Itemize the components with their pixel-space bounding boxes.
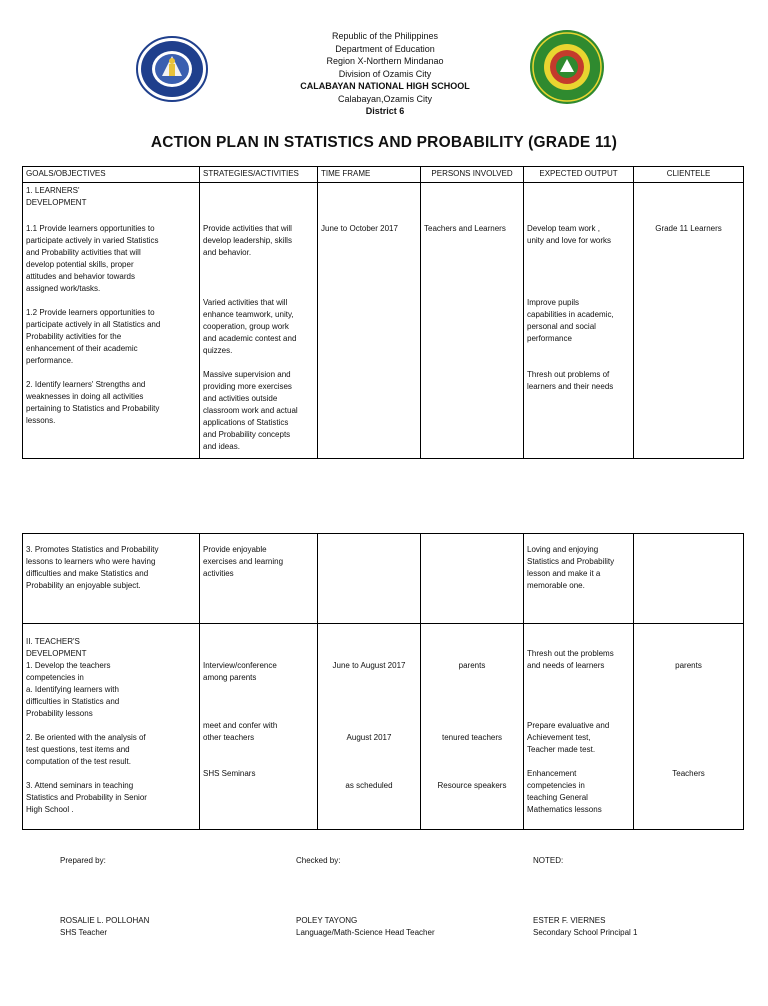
- strategies-cell: [200, 624, 318, 830]
- persons-1: Teachers and Learners: [424, 224, 506, 233]
- checked-by-name: POLEY TAYONG: [296, 916, 358, 925]
- document-title: ACTION PLAN IN STATISTICS AND PROBABILITY (GRADE 11): [150, 134, 618, 151]
- output-cell: [524, 183, 634, 459]
- teacher-persons-3: Resource speakers: [437, 781, 507, 790]
- clientele-cell: [634, 624, 744, 830]
- school-name: CALABAYAN NATIONAL HIGH SCHOOL: [300, 81, 470, 91]
- goal-1-2: 1.2 Provide learners opportunities to participate actively in all Statistics and Probability activities for the enhancement of their academic performance.: [26, 308, 161, 365]
- col-header-goals: GOALS/OBJECTIVES: [23, 167, 200, 183]
- table-header-row: [23, 167, 744, 183]
- table-row: [23, 183, 744, 459]
- section-teachers-development: II. TEACHER'S DEVELOPMENT: [26, 637, 87, 658]
- checked-by-label: Checked by:: [296, 856, 341, 865]
- time-frame-1: June to October 2017: [321, 224, 398, 233]
- prepared-by-name: ROSALIE L. POLLOHAN: [60, 916, 150, 925]
- persons-cell: [421, 183, 524, 459]
- teacher-strategy-1: Interview/conference among parents: [203, 661, 277, 682]
- noted-by-name: ESTER F. VIERNES: [533, 916, 606, 925]
- teacher-strategy-3: SHS Seminars: [203, 769, 256, 778]
- output-1-2: Improve pupils capabilities in academic, personal and social performance: [527, 298, 614, 343]
- deped-seal-logo: [136, 36, 208, 102]
- goal-cell: [23, 534, 200, 624]
- persons-cell: [421, 624, 524, 830]
- prepared-by-title: SHS Teacher: [60, 928, 107, 937]
- time-frame-cell: [318, 534, 421, 624]
- table-row: [23, 624, 744, 830]
- section-learners-development: 1. LEARNERS' DEVELOPMENT: [26, 186, 87, 207]
- col-header-output: EXPECTED OUTPUT: [524, 167, 634, 183]
- strategy-3: Provide enjoyable exercises and learning activities: [203, 545, 284, 578]
- col-header-persons: PERSONS INVOLVED: [421, 167, 524, 183]
- teacher-output-2: Prepare evaluative and Achievement test, Teacher made test.: [527, 721, 610, 754]
- goals-cell: [23, 624, 200, 830]
- clientele-cell: [634, 534, 744, 624]
- noted-label: NOTED:: [533, 856, 564, 865]
- strategies-cell: [200, 183, 318, 459]
- prepared-by-label: Prepared by:: [60, 856, 106, 865]
- action-plan-table-2: [22, 533, 744, 830]
- letterhead: [230, 30, 540, 118]
- teacher-clientele-3: Teachers: [672, 769, 705, 778]
- persons-cell: [421, 534, 524, 624]
- teacher-persons-2: tenured teachers: [441, 733, 503, 742]
- goal-2: 2. Identify learners' Strengths and weaknesses in doing all activities pertaining to Statistics and Probability lessons.: [26, 380, 160, 425]
- checked-by-title: Language/Math-Science Head Teacher: [296, 928, 435, 937]
- action-plan-table-1: [22, 166, 744, 459]
- letterhead-line-2: Department of Education: [335, 43, 435, 54]
- output-cell: [524, 534, 634, 624]
- teacher-time-3: as scheduled: [345, 781, 393, 790]
- letterhead-line-4: Division of Ozamis City: [338, 68, 432, 79]
- col-header-clientele: CLIENTELE: [634, 167, 744, 183]
- letterhead-line-1: Republic of the Philippines: [331, 31, 439, 41]
- output-cell: [524, 624, 634, 830]
- clientele-cell: [634, 183, 744, 459]
- goal-1-1: 1.1 Provide learners opportunities to participate actively in varied Statistics and Probability activities that will develop potential skills, proper attitudes and behavior towards assigned work/tasks.: [26, 224, 159, 293]
- prepared-by-block: [60, 915, 149, 939]
- teacher-output-3: Enhancement competencies in teaching General Mathematics lessons: [527, 769, 602, 814]
- teacher-time-2: August 2017: [346, 733, 392, 742]
- school-address: Calabayan,Ozamis City: [337, 93, 433, 104]
- teacher-time-1: June to August 2017: [332, 661, 406, 670]
- teacher-output-1: Thresh out the problems and needs of learners: [527, 649, 614, 670]
- strategy-2: Massive supervision and providing more exercises and activities outside classroom work and actual applications of Statistics and Probability concepts and ideas.: [203, 370, 298, 451]
- teacher-goal-1a: a. Identifying learners with difficulties in Statistics and Probability lessons: [26, 685, 120, 718]
- strategy-1-2: Varied activities that will enhance teamwork, unity, cooperation, group work and academic contest and quizzes.: [203, 298, 297, 355]
- time-frame-cell: [318, 183, 421, 459]
- strategy-1-1: Provide activities that will develop leadership, skills and behavior.: [203, 224, 292, 257]
- col-header-strategies: STRATEGIES/ACTIVITIES: [200, 167, 318, 183]
- teacher-goal-2: 2. Be oriented with the analysis of test questions, test items and computation of the test result.: [26, 733, 146, 766]
- teacher-clientele-1: parents: [675, 661, 702, 670]
- letterhead-line-3: Region X-Northern Mindanao: [326, 56, 444, 66]
- noted-by-title: Secondary School Principal 1: [533, 928, 638, 937]
- output-2: Thresh out problems of learners and their needs: [527, 370, 614, 391]
- col-header-time-frame: TIME FRAME: [318, 167, 421, 183]
- noted-by-block: [533, 915, 638, 939]
- checked-by-block: [296, 915, 435, 939]
- strategy-cell: [200, 534, 318, 624]
- output-3: Loving and enjoying Statistics and Probability lesson and make it a memorable one.: [527, 545, 615, 590]
- goal-3: 3. Promotes Statistics and Probability lessons to learners who were having difficulties and make Statistics and Probability an enjoyable subject.: [26, 545, 159, 590]
- teacher-goal-1: 1. Develop the teachers competencies in: [26, 661, 111, 682]
- teacher-goal-3: 3. Attend seminars in teaching Statistics and Probability in Senior High School .: [26, 781, 147, 814]
- teacher-strategy-2: meet and confer with other teachers: [203, 721, 278, 742]
- goals-cell: [23, 183, 200, 459]
- table-row: [23, 534, 744, 624]
- time-frame-cell: [318, 624, 421, 830]
- teacher-persons-1: parents: [458, 661, 486, 670]
- clientele-1: Grade 11 Learners: [655, 224, 722, 233]
- district: District 6: [365, 106, 405, 116]
- output-1-1: Develop team work , unity and love for works: [527, 224, 612, 245]
